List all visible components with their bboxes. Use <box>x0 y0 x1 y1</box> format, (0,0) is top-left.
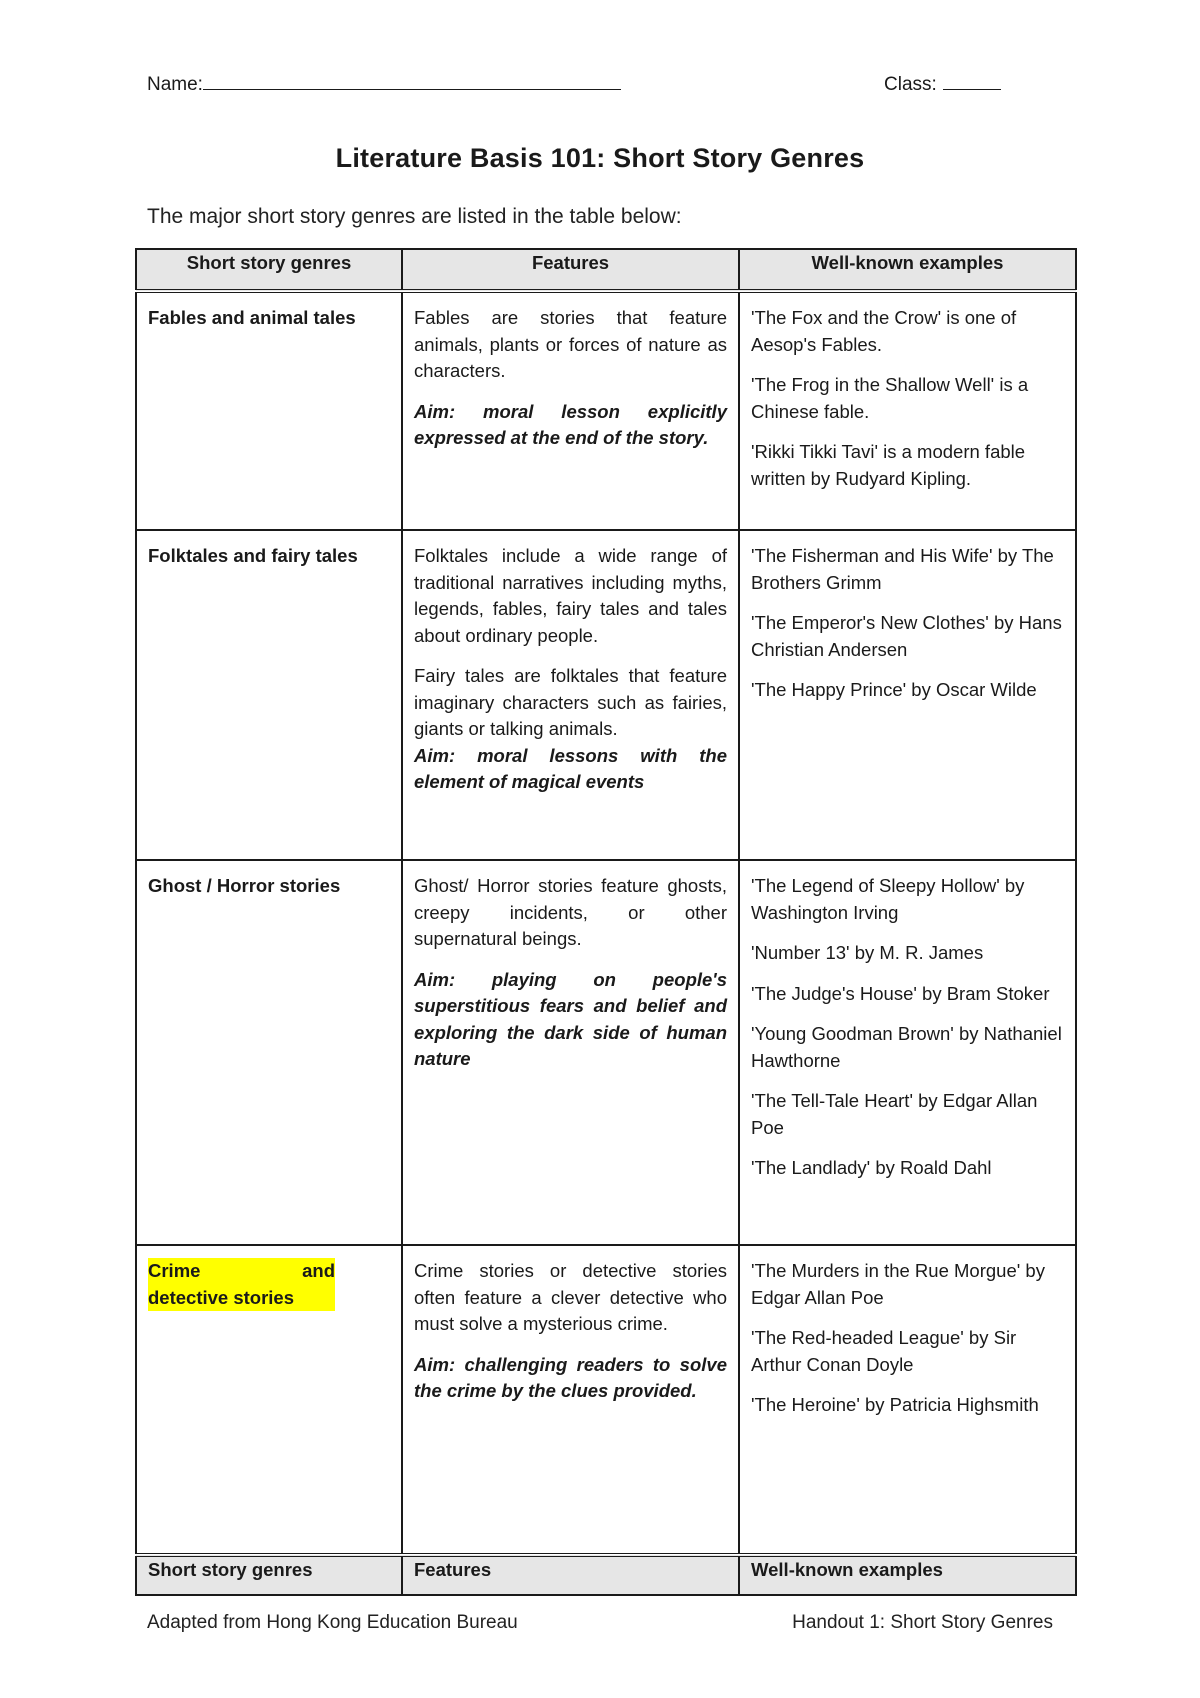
class-label: Class: <box>884 74 937 95</box>
features-cell <box>402 530 739 860</box>
table-row <box>136 1245 1076 1555</box>
examples-cell <box>739 1245 1076 1555</box>
features-cell <box>402 1245 739 1555</box>
aim-text: Aim: challenging readers to solve the crime by the clues provided. <box>414 1353 727 1401</box>
table-row <box>136 291 1076 530</box>
genre-name: Ghost / Horror stories <box>148 875 341 896</box>
name-field-group <box>147 72 621 96</box>
aim-text: Aim: moral lesson explicitly expressed at the end of the story. <box>414 400 727 448</box>
features-cell <box>402 291 739 530</box>
genre-cell <box>136 1245 402 1555</box>
example-item: 'The Fisherman and His Wife' by The Brothers Grimm <box>751 545 1054 593</box>
example-item: 'The Legend of Sleepy Hollow' by Washington Irving <box>751 875 1025 923</box>
genre-cell <box>136 860 402 1245</box>
footer-source: Adapted from Hong Kong Education Bureau <box>147 1612 518 1633</box>
repeat-header-features: Features <box>402 1555 739 1595</box>
example-item: 'Young Goodman Brown' by Nathaniel Hawthorne <box>751 1023 1062 1071</box>
feature-text: Fables are stories that feature animals, plants or forces of nature as characters. <box>414 307 727 381</box>
intro-text: The major short story genres are listed in the table below: <box>147 205 682 228</box>
examples-cell <box>739 291 1076 530</box>
example-item: 'The Murders in the Rue Morgue' by Edgar Allan Poe <box>751 1260 1045 1308</box>
table-header-row <box>136 249 1076 291</box>
feature-text: Fairy tales are folktales that feature imaginary characters such as fairies, giants or talking animals. <box>414 665 727 739</box>
genre-cell <box>136 530 402 860</box>
example-item: 'The Happy Prince' by Oscar Wilde <box>751 679 1037 700</box>
repeat-header-examples: Well-known examples <box>739 1555 1076 1595</box>
table-repeat-header-row <box>136 1555 1076 1595</box>
feature-text: Crime stories or detective stories often feature a clever detective who must solve a mysterious crime. <box>414 1260 727 1334</box>
header-examples: Well-known examples <box>739 249 1076 291</box>
class-field-group <box>884 72 1001 96</box>
header-features: Features <box>402 249 739 291</box>
example-item: 'Number 13' by M. R. James <box>751 942 984 963</box>
name-label: Name: <box>147 74 203 95</box>
feature-text: Folktales include a wide range of traditional narratives including myths, legends, fables, fairy tales and tales about ordinary people. <box>414 545 727 646</box>
genre-word: and <box>302 1260 335 1281</box>
repeat-header-genres: Short story genres <box>136 1555 402 1595</box>
page-footer <box>147 1612 1053 1640</box>
genres-table <box>135 248 1077 1596</box>
student-info-line <box>147 72 1003 98</box>
example-item: 'The Emperor's New Clothes' by Hans Christian Andersen <box>751 612 1062 660</box>
example-item: 'The Landlady' by Roald Dahl <box>751 1157 992 1178</box>
genre-name: Folktales and fairy tales <box>148 545 358 566</box>
header-genres: Short story genres <box>136 249 402 291</box>
examples-cell <box>739 860 1076 1245</box>
example-item: 'The Fox and the Crow' is one of Aesop's Fables. <box>751 307 1017 355</box>
highlighted-genre-name <box>148 1258 335 1311</box>
genre-name: Fables and animal tales <box>148 307 356 328</box>
example-item: 'The Heroine' by Patricia Highsmith <box>751 1394 1039 1415</box>
example-item: 'The Red-headed League' by Sir Arthur Conan Doyle <box>751 1327 1017 1375</box>
table-row <box>136 530 1076 860</box>
genre-word: Crime <box>148 1260 201 1281</box>
name-blank[interactable] <box>203 72 621 90</box>
footer-handout-label: Handout 1: Short Story Genres <box>792 1612 1053 1633</box>
aim-text: Aim: moral lessons with the element of magical events <box>414 744 727 792</box>
aim-text: Aim: playing on people's superstitious fears and belief and exploring the dark side of human nature <box>414 968 727 1069</box>
features-cell <box>402 860 739 1245</box>
example-item: 'The Tell-Tale Heart' by Edgar Allan Poe <box>751 1090 1038 1138</box>
page-title: Literature Basis 101: Short Story Genres <box>335 143 865 173</box>
example-item: 'Rikki Tikki Tavi' is a modern fable written by Rudyard Kipling. <box>751 441 1026 489</box>
class-blank[interactable] <box>943 72 1001 90</box>
example-item: 'The Frog in the Shallow Well' is a Chinese fable. <box>751 374 1029 422</box>
example-item: 'The Judge's House' by Bram Stoker <box>751 982 1050 1004</box>
examples-cell <box>739 530 1076 860</box>
table-row <box>136 860 1076 1245</box>
genre-word: detective stories <box>148 1286 295 1308</box>
feature-text: Ghost/ Horror stories feature ghosts, creepy incidents, or other supernatural beings. <box>414 875 727 949</box>
genre-cell <box>136 291 402 530</box>
